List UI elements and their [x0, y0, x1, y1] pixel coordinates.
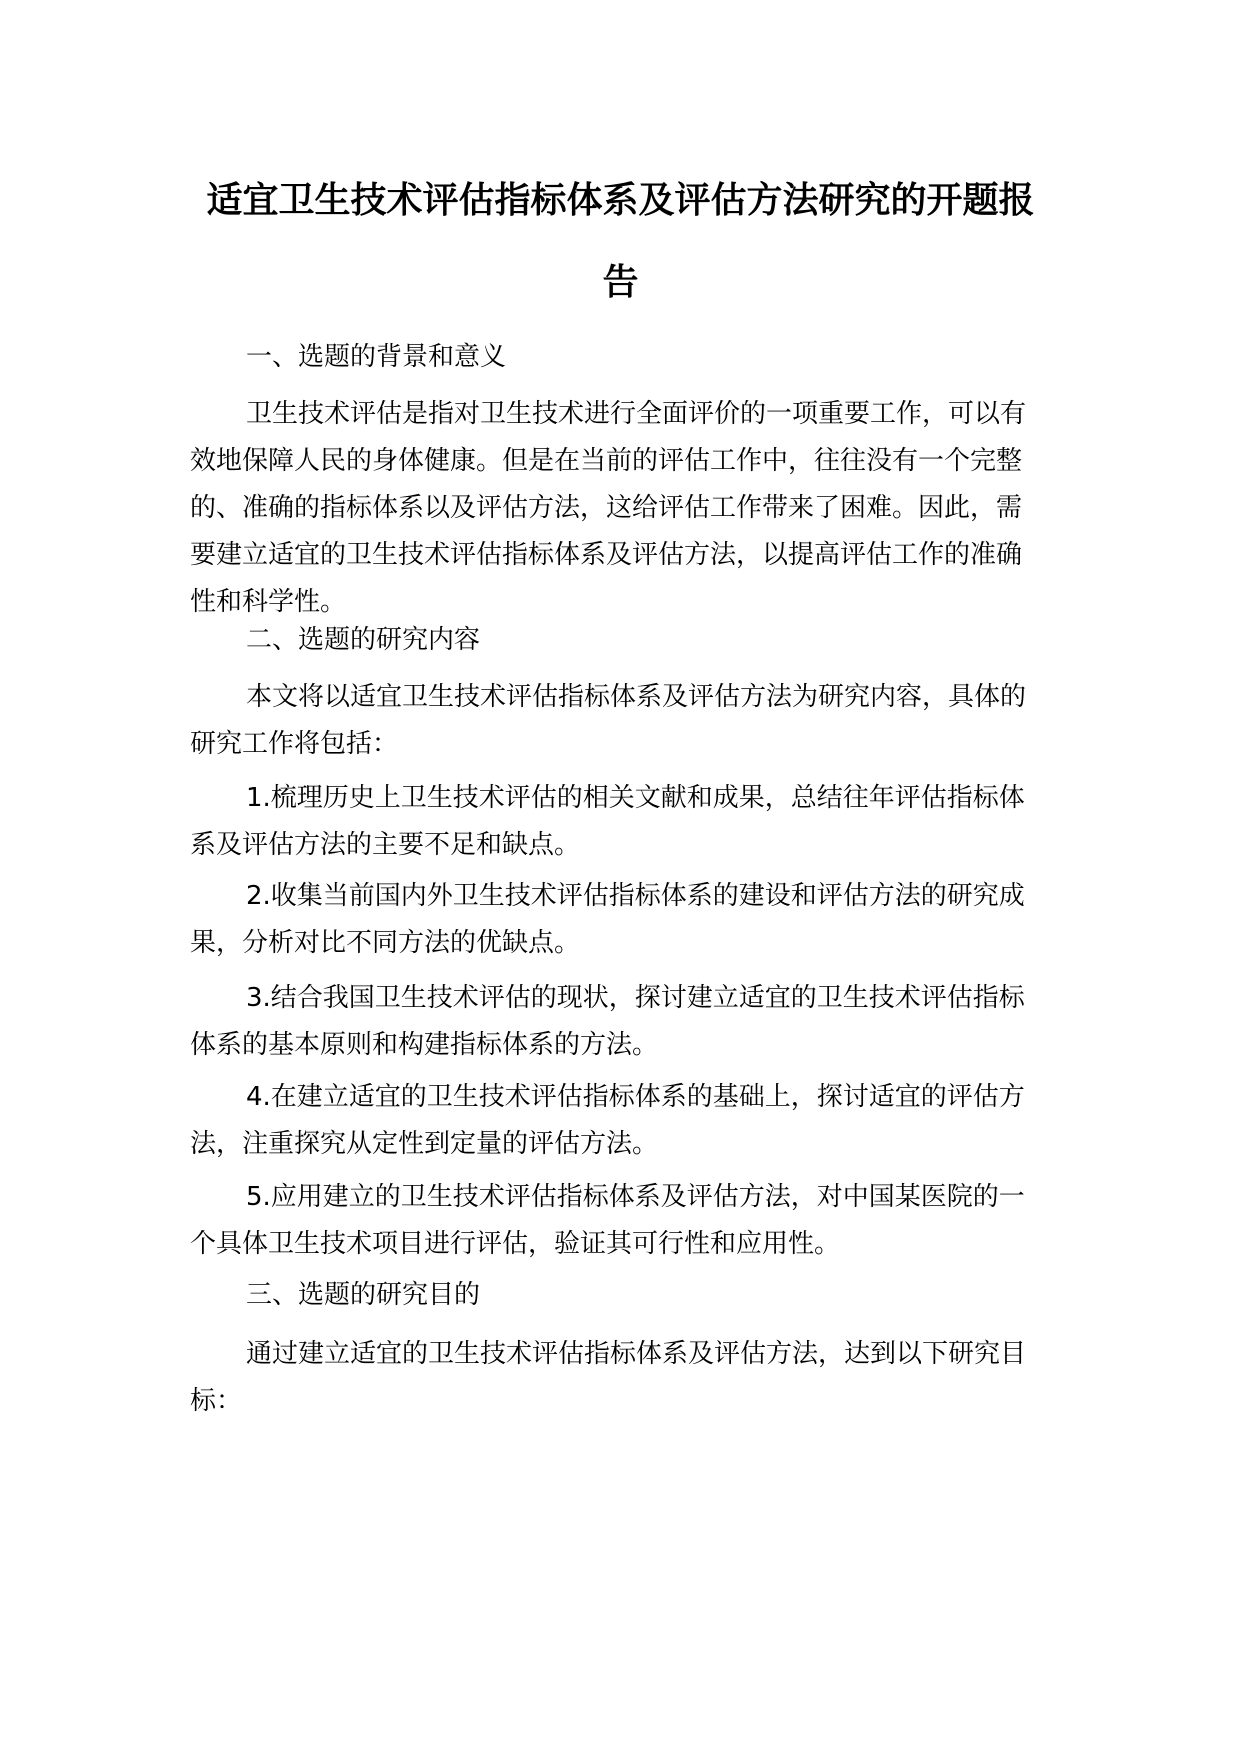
- list-item-3: 3.结合我国卫生技术评估的现状，探讨建立适宜的卫生技术评估指标体系的基本原则和构建指标体系的方法。: [190, 983, 1025, 1060]
- section-heading-1: 一、选题的背景和意义: [246, 342, 507, 372]
- list-item-4: 4.在建立适宜的卫生技术评估指标体系的基础上，探讨适宜的评估方法，注重探究从定性到定量的评估方法。: [190, 1082, 1025, 1159]
- paragraph-background: 卫生技术评估是指对卫生技术进行全面评价的一项重要工作，可以有效地保障人民的身体健康。但是在当前的评估工作中，往往没有一个完整的、准确的指标体系以及评估方法，这给评估工作带来了困难。因此，需要建立适宜的卫生技术评估指标体系及评估方法，以提高评估工作的准确性和科学性。: [190, 399, 1027, 617]
- section-heading-2: 二、选题的研究内容: [246, 625, 481, 655]
- list-item-5: 5.应用建立的卫生技术评估指标体系及评估方法，对中国某医院的一个具体卫生技术项目进行评估，验证其可行性和应用性。: [190, 1182, 1025, 1259]
- section-heading-3: 三、选题的研究目的: [246, 1280, 481, 1310]
- paragraph-content-intro: 本文将以适宜卫生技术评估指标体系及评估方法为研究内容，具体的研究工作将包括：: [190, 682, 1027, 759]
- list-item-1: 1.梳理历史上卫生技术评估的相关文献和成果，总结往年评估指标体系及评估方法的主要不足和缺点。: [190, 783, 1025, 860]
- paragraph-objectives-intro: 通过建立适宜的卫生技术评估指标体系及评估方法，达到以下研究目标：: [190, 1339, 1027, 1416]
- document-title: 适宜卫生技术评估指标体系及评估方法研究的开题报告: [206, 180, 1035, 303]
- list-item-2: 2.收集当前国内外卫生技术评估指标体系的建设和评估方法的研究成果，分析对比不同方法的优缺点。: [190, 881, 1025, 958]
